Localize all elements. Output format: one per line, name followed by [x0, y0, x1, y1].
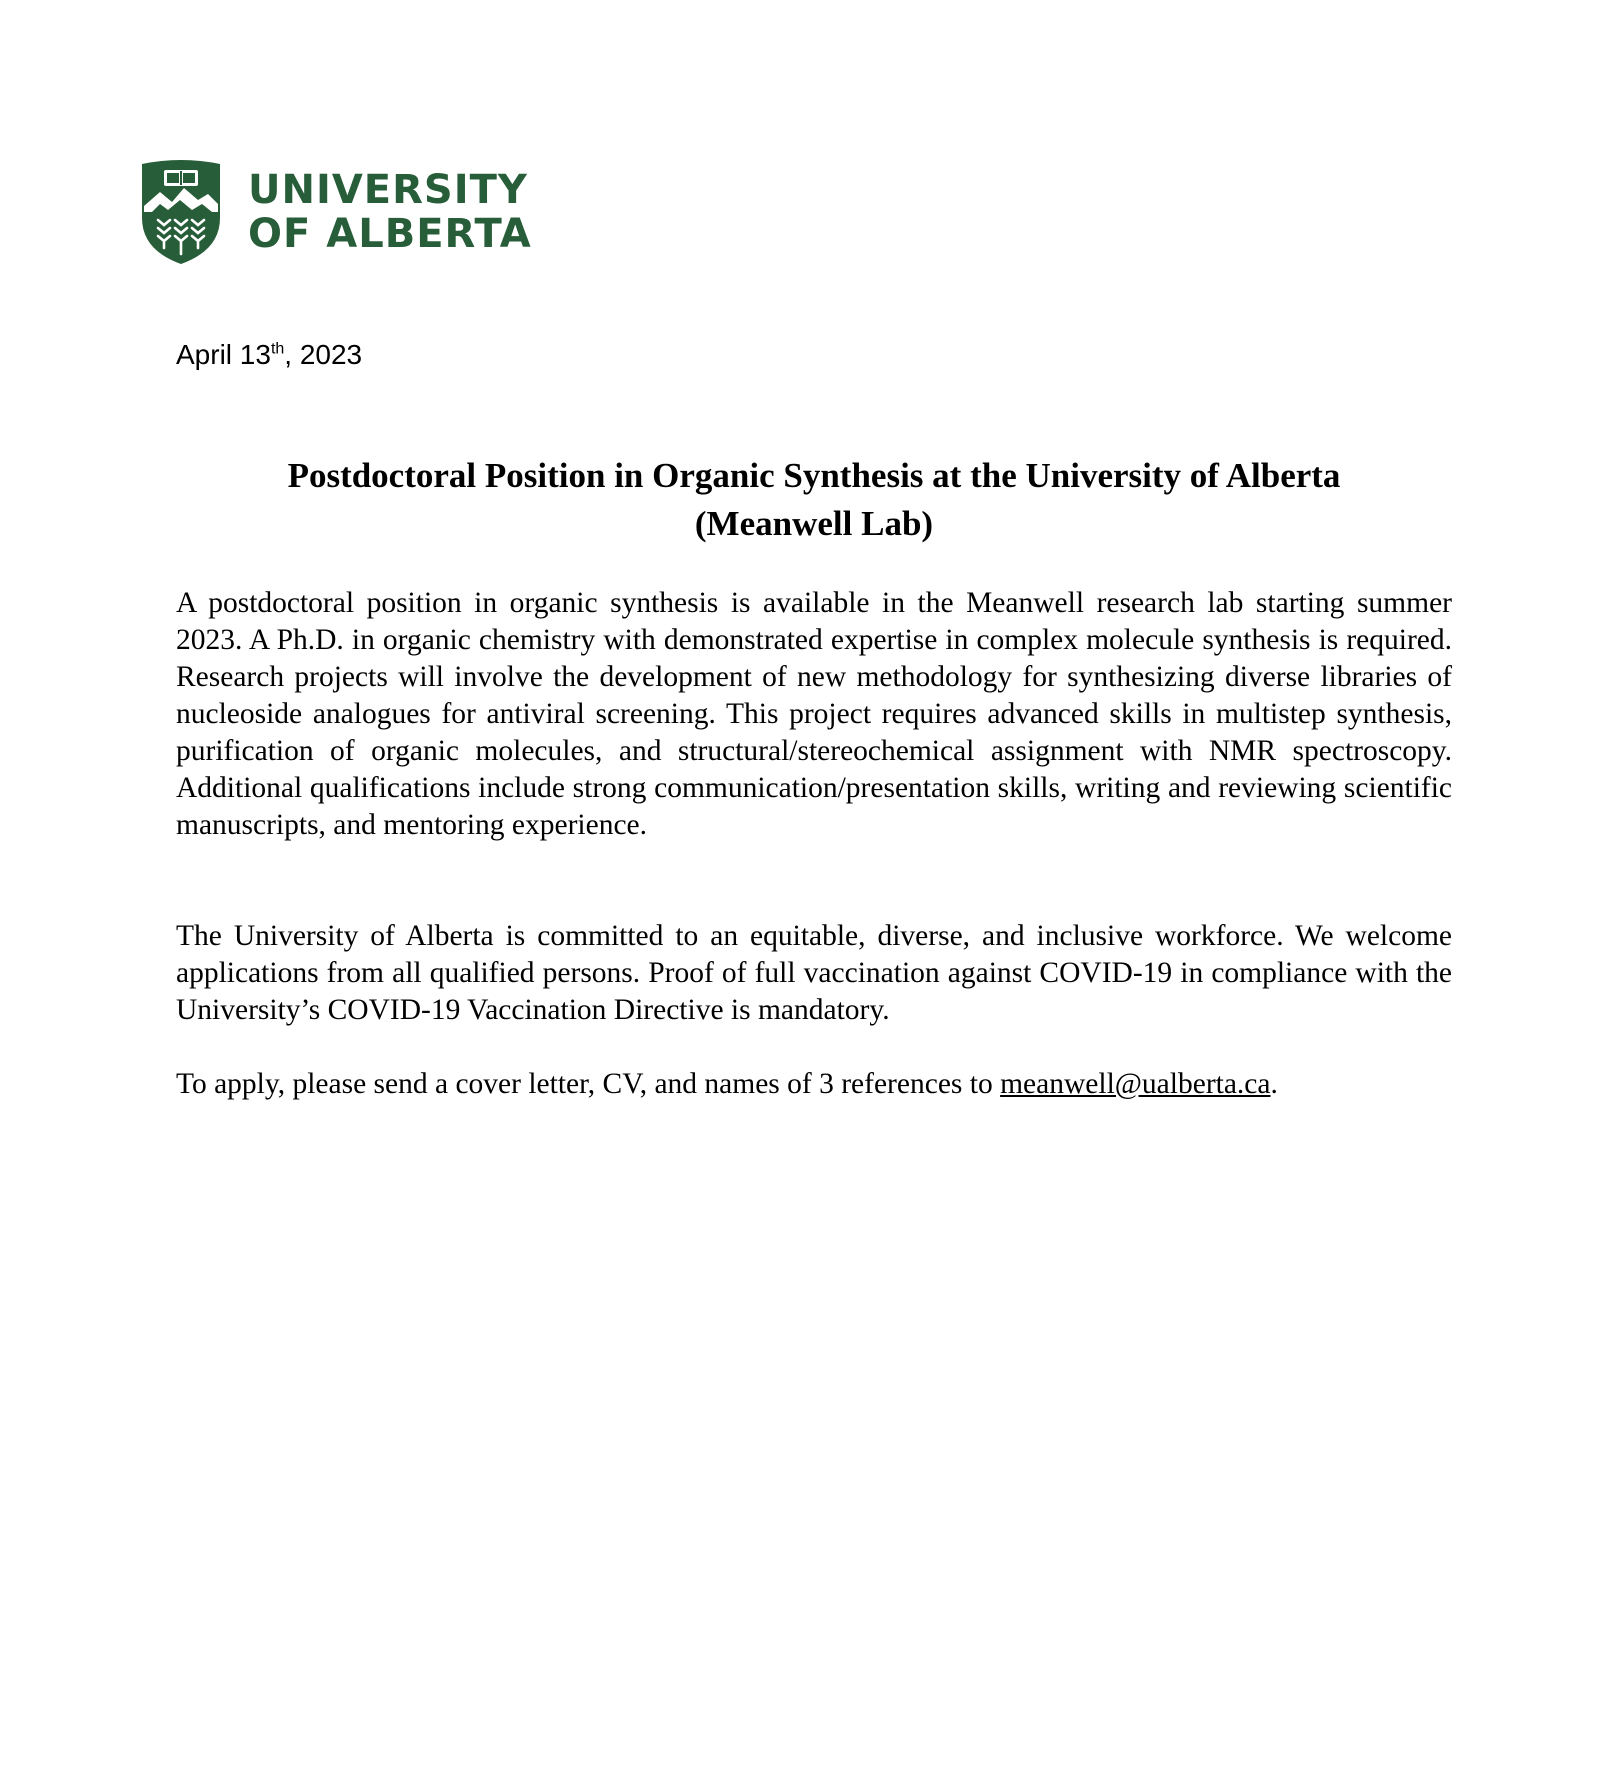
university-wordmark [248, 168, 532, 256]
date-month-day: April 13 [176, 339, 271, 370]
page-title [176, 452, 1452, 548]
wordmark-line-2: OF ALBERTA [248, 211, 532, 257]
apply-text: To apply, please send a cover letter, CV, and names of 3 references to [176, 1068, 1001, 1100]
apply-suffix: . [1270, 1068, 1278, 1100]
date-ordinal-suffix: th [270, 340, 285, 358]
letter-date [176, 338, 362, 372]
date-year: , 2023 [284, 339, 363, 370]
paragraph-position-description: A postdoctoral position in organic synthesis is available in the Meanwell research lab starting summer 2023. A Ph.D. in organic chemistry with demonstrated expertise in complex molecule synthesis is required. Research projects will involve the development of new methodology for synthesizing diverse libraries of nucleoside analogues for antiviral screening. This project requires advanced skills in multistep synthesis, purification of organic molecules, and structural/stereochemical assignment with NMR spectroscopy. Additional qualifications include strong communication/presentation skills, writing and reviewing scientific manuscripts, and mentoring experience. [176, 587, 1452, 841]
title-line-1: Postdoctoral Position in Organic Synthesis at the University of Alberta [287, 456, 1341, 495]
paragraph-equity-statement: The University of Alberta is committed to an equitable, diverse, and inclusive workforce. We welcome applications from all qualified persons. Proof of full vaccination against COVID-19 in compliance with the University’s COVID-19 Vaccination Directive is mandatory. [176, 920, 1452, 1026]
wordmark-line-1: UNIVERSITY [248, 167, 528, 213]
title-line-2: (Meanwell Lab) [694, 504, 934, 543]
university-logo [138, 158, 532, 266]
email-link[interactable]: meanwell@ualberta.ca [1000, 1068, 1271, 1100]
paragraph-application-instructions [176, 1066, 1452, 1103]
university-crest-shield-icon [138, 158, 224, 266]
